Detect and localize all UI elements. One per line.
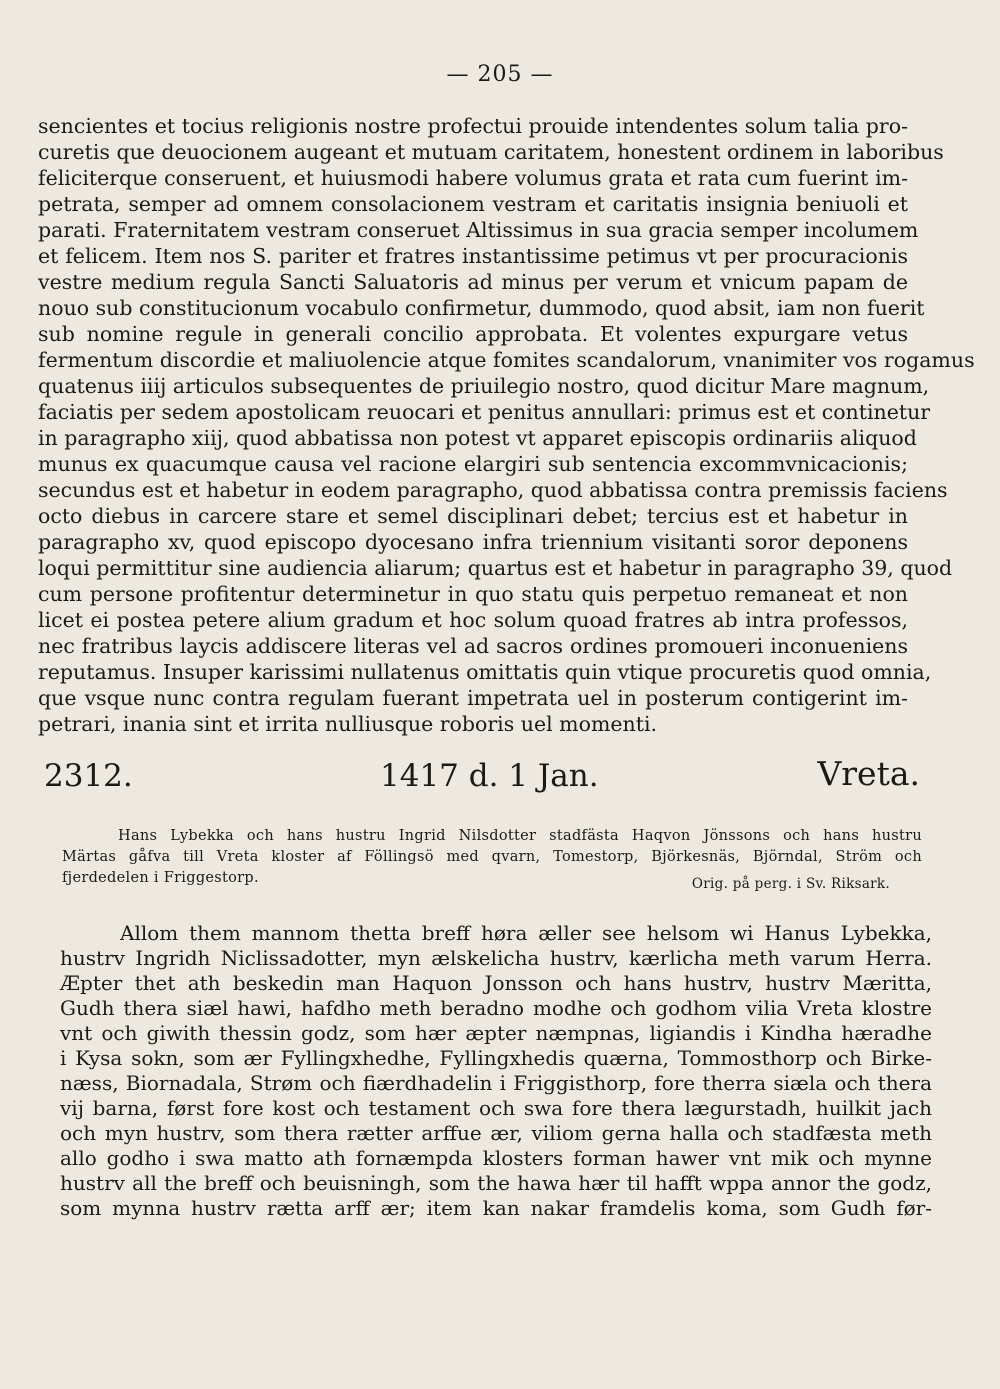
text-line: petrata, semper ad omnem consolacionem vestram et caritatis insignia beniuoli et xyxy=(38,192,908,216)
text-line: reputamus. Insuper karissimi nullatenus omittatis quin vtique procuretis quod omnia, xyxy=(38,660,932,684)
charter-line: hustrv Ingridh Niclissadotter, myn ælskelicha hustrv, kærlicha meth varum Herra. xyxy=(60,946,932,970)
text-line: loqui permittitur sine audiencia aliarum; quartus est et habetur in paragrapho 39, quod xyxy=(38,556,953,580)
entry-number: 2312. xyxy=(44,758,133,794)
entry-heading xyxy=(44,754,920,802)
text-line: vestre medium regula Sancti Saluatoris ad minus per verum et vnicum papam de xyxy=(38,270,908,294)
text-line: curetis que deuocionem augeant et mutuam caritatem, honestent ordinem in laboribus xyxy=(38,140,944,164)
charter-line: Allom them mannom thetta breff høra æller see helsom wi Hanus Lybekka, xyxy=(120,921,932,945)
text-line: octo diebus in carcere stare et semel disciplinari debet; tercius est et habetur in xyxy=(38,504,908,528)
source-note: Orig. på perg. i Sv. Riksark. xyxy=(691,876,890,892)
charter-line: allo godho i swa matto ath fornæmpda klosters forman hawer vnt mik och mynne xyxy=(60,1146,932,1170)
text-line: nouo sub constitucionum vocabulo confirmetur, dummodo, quod absit, iam non fuerit xyxy=(38,296,925,320)
text-line: sencientes et tocius religionis nostre profectui prouide intendentes solum talia pro- xyxy=(38,114,908,138)
text-line: petrari, inania sint et irrita nulliusque roboris uel momenti. xyxy=(38,712,658,736)
charter-line: Gudh thera siæl hawi, hafdho meth beradno modhe och godhom vilia Vreta klostre xyxy=(60,996,932,1020)
charter-line: i Kysa sokn, som ær Fyllingxhedhe, Fyllingxhedis quærna, Tommosthorp och Birke- xyxy=(60,1046,932,1070)
text-line: licet ei postea petere alium gradum et hoc solum quoad fratres ab intra professos, xyxy=(38,608,908,632)
page-number: — 205 — xyxy=(446,62,554,87)
text-line: munus ex quacumque causa vel racione elargiri sub sentencia excommvnicacionis; xyxy=(38,452,908,476)
text-line: feliciterque conseruent, et huiusmodi habere volumus grata et rata cum fuerint im- xyxy=(38,166,908,190)
text-line: sub nomine regule in generali concilio approbata. Et volentes expurgare vetus xyxy=(38,322,908,346)
text-line: que vsque nunc contra regulam fuerant impetrata uel in posterum contigerint im- xyxy=(38,686,908,710)
summary-line: Hans Lybekka och hans hustru Ingrid Nilsdotter stadfästa Haqvon Jönssons och hans hustru xyxy=(118,828,922,844)
charter-line: och myn hustrv, som thera rætter arffue ær, viliom gerna halla och stadfæsta meth xyxy=(60,1121,932,1145)
entry-date: 1417 d. 1 Jan. xyxy=(380,758,599,794)
text-line: parati. Fraternitatem vestram conseruet Altissimus in sua gracia semper incolumem xyxy=(38,218,919,242)
text-line: et felicem. Item nos S. pariter et fratres instantissime petimus vt per procuracionis xyxy=(38,244,908,268)
charter-line: næss, Biornadala, Strøm och fiærdhadelin i Friggisthorp, fore therra siæla och thera xyxy=(60,1071,932,1095)
text-line: in paragrapho xiij, quod abbatissa non potest vt apparet episcopis ordinariis aliquod xyxy=(38,426,917,450)
charter-line: som mynna hustrv rætta arff ær; item kan nakar framdelis koma, som Gudh før- xyxy=(60,1196,932,1220)
text-line: cum persone profitentur determinetur in quo statu quis perpetuo remaneat et non xyxy=(38,582,908,606)
text-line: paragrapho xv, quod episcopo dyocesano infra triennium visitanti soror deponens xyxy=(38,530,908,554)
charter-line: Æpter thet ath beskedin man Haquon Jonsson och hans hustrv, hustrv Mæritta, xyxy=(60,971,932,995)
summary-line: Märtas gåfva till Vreta kloster af Föllingsö med qvarn, Tomestorp, Björkesnäs, Björndal, Ström och xyxy=(62,849,922,865)
entry-place: Vreta. xyxy=(817,754,920,793)
charter-line: hustrv all the breff och beuisningh, som the hawa hær til hafft wppa annor the godz, xyxy=(60,1171,932,1195)
summary-line: fjerdedelen i Friggestorp. xyxy=(62,870,259,886)
charter-line: vnt och giwith thessin godz, som hær æpter næmpnas, ligiandis i Kindha hæradhe xyxy=(60,1021,932,1045)
text-line: quatenus iiij articulos subsequentes de priuilegio nostro, quod dicitur Mare magnum, xyxy=(38,374,930,398)
text-line: nec fratribus laycis addiscere literas vel ad sacros ordines promoueri inconueniens xyxy=(38,634,908,658)
text-line: fermentum discordie et maliuolencie atque fomites scandalorum, vnanimiter vos rogamus xyxy=(38,348,975,372)
charter-line: vij barna, først fore kost och testament och swa fore thera lægurstadh, huilkit jach xyxy=(60,1096,932,1120)
text-line: secundus est et habetur in eodem paragrapho, quod abbatissa contra premissis faciens xyxy=(38,478,948,502)
text-line: faciatis per sedem apostolicam reuocari et penitus annullari: primus est et continetur xyxy=(38,400,931,424)
